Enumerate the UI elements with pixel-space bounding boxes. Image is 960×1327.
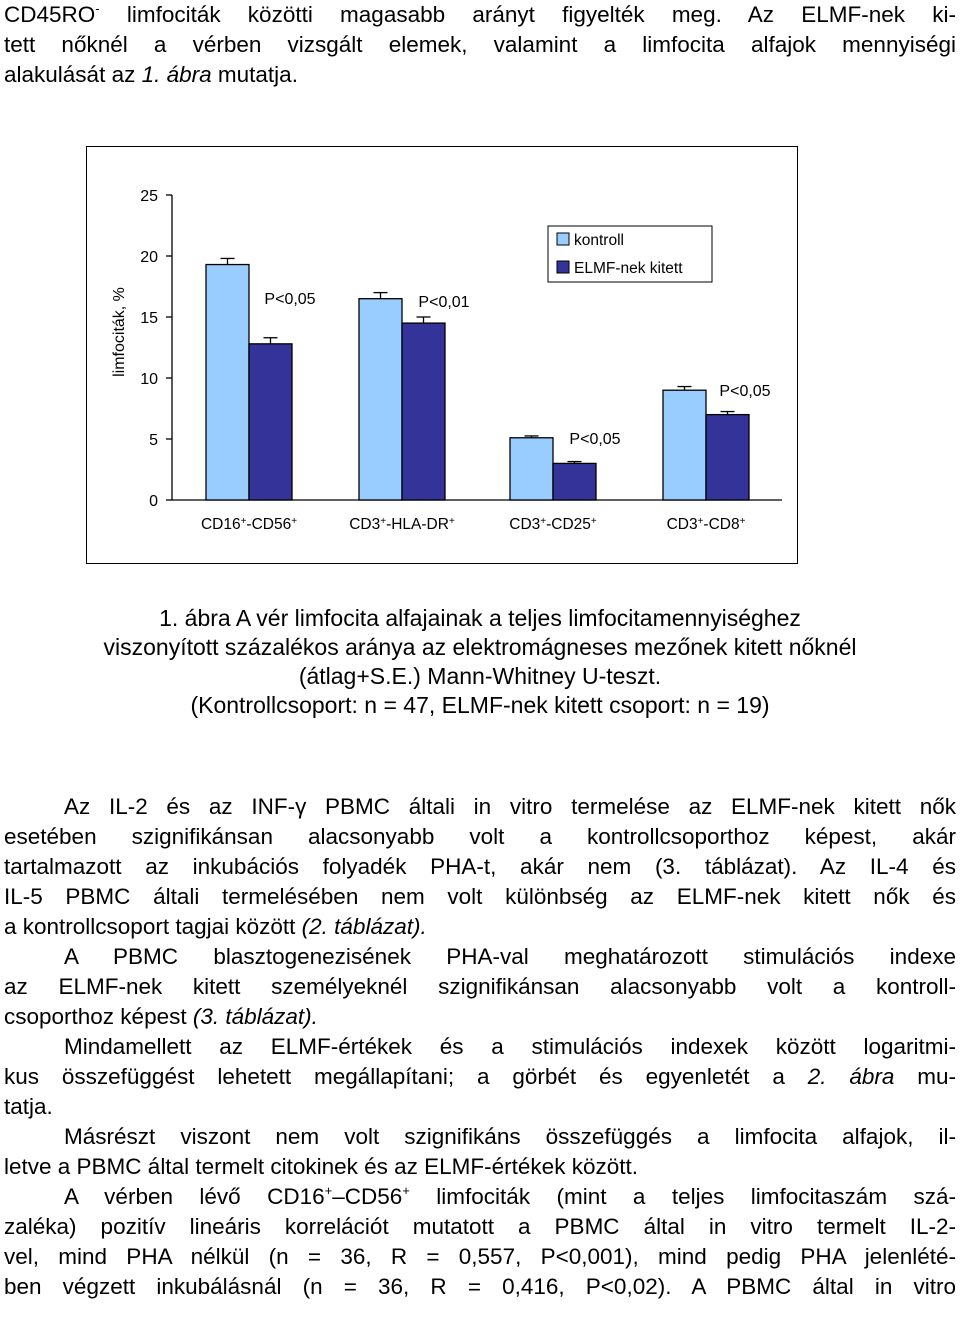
body-line: IL-5 PBMC általi termelésében nem volt különbség az ELMF-nek kitett nők és [4, 884, 956, 909]
body-line: ben végzett inkubálásnál (n = 36, R = 0,416, P<0,02). A PBMC által in vitro [4, 1274, 956, 1299]
category-label: CD16+-CD56+ [200, 515, 298, 533]
bar-elmf [706, 415, 749, 500]
caption-line: (Kontrollcsoport: n = 47, ELMF-nek kitett csoport: n = 19) [190, 692, 770, 718]
intro-text: CD45RO [4, 2, 96, 27]
body-text-span: mu- [894, 1064, 957, 1089]
legend-swatch [557, 233, 569, 245]
y-tick-label: 10 [140, 371, 158, 388]
body-text-span: A vérben lévő CD16 [64, 1184, 325, 1209]
body-line [4, 1182, 956, 1212]
p-value-annotation: P<0,01 [418, 294, 470, 311]
intro-text: alakulását az [4, 62, 142, 87]
bar-kontroll [359, 299, 402, 500]
y-axis-label: limfociták, % [111, 287, 128, 377]
category-label: CD3+-HLA-DR+ [349, 515, 455, 533]
body-text-span: limfociták (mint a teljes limfocitaszám szá- [409, 1184, 956, 1209]
legend-swatch [557, 261, 569, 273]
body-line: A PBMC blasztogenezisének PHA-val meghatározott stimulációs indexe [64, 944, 956, 969]
legend-label: ELMF-nek kitett [574, 260, 683, 277]
body-line [4, 1002, 956, 1032]
caption-line: (átlag+S.E.) Mann-Whitney U-teszt. [298, 663, 662, 689]
bar-chart [0, 0, 960, 580]
intro-text: mutatja. [211, 62, 298, 87]
intro-text: limfociták közötti magasabb arányt figyelték meg. Az ELMF-nek ki- [99, 2, 956, 27]
bar-kontroll [510, 438, 553, 500]
body-line: tatja. [4, 1094, 53, 1119]
figure-reference: 2. ábra [807, 1064, 895, 1089]
superscript: + [324, 1183, 333, 1198]
category-label: CD3+-CD8+ [666, 515, 746, 533]
bar-elmf [249, 344, 292, 500]
y-tick-label: 20 [140, 249, 158, 266]
body-line: Mindamellett az ELMF-értékek és a stimulációs indexek között logaritmi- [64, 1034, 956, 1059]
p-value-annotation: P<0,05 [719, 383, 771, 400]
bar-kontroll [663, 390, 706, 500]
figure-caption [0, 604, 960, 720]
bar-kontroll [206, 265, 249, 500]
body-line: vel, mind PHA nélkül (n = 36, R = 0,557, P<0,001), mind pedig PHA jelenlété- [4, 1244, 956, 1269]
body-text-span: a kontrollcsoport tagjai között [4, 914, 302, 939]
table-reference: (2. táblázat). [301, 914, 427, 939]
bar-elmf [553, 463, 596, 500]
caption-line: viszonyított százalékos aránya az elektromágneses mezőnek kitett nőknél [103, 634, 857, 660]
bar-elmf [402, 323, 445, 500]
table-reference: (3. táblázat). [192, 1004, 318, 1029]
superscript: - [95, 1, 100, 16]
y-tick-label: 15 [140, 310, 158, 327]
caption-line: 1. ábra A vér limfocita alfajainak a teljes limfocitamennyiséghez [159, 605, 801, 631]
y-tick-label: 5 [149, 432, 158, 449]
body-line: letve a PBMC által termelt citokinek és az ELMF-értékek között. [4, 1154, 638, 1179]
body-line: Az IL-2 és az INF-γ PBMC általi in vitro termelése az ELMF-nek kitett nők [64, 794, 956, 819]
p-value-annotation: P<0,05 [264, 291, 316, 308]
body-line: tartalmazott az inkubációs folyadék PHA-t, akár nem (3. táblázat). Az IL-4 és [4, 854, 956, 879]
body-text-span: csoporthoz képest [4, 1004, 193, 1029]
body-line: zaléka) pozitív lineáris korrelációt mutatott a PBMC által in vitro termelt IL-2- [4, 1214, 956, 1239]
y-tick-label: 0 [149, 493, 158, 510]
body-line: esetében szignifikánsan alacsonyabb volt a kontrollcsoporthoz képest, akár [4, 824, 956, 849]
legend-label: kontroll [574, 232, 624, 249]
p-value-annotation: P<0,05 [569, 431, 621, 448]
body-line: Másrészt viszont nem volt szignifikáns összefüggés a limfocita alfajok, il- [64, 1124, 956, 1149]
intro-line: tett nőknél a vérben vizsgált elemek, valamint a limfocita alfajok mennyiségi [4, 32, 956, 57]
body-line [4, 912, 956, 942]
body-text [4, 792, 956, 1302]
body-line [4, 1062, 956, 1092]
superscript: + [402, 1183, 410, 1198]
body-text-span: kus összefüggést lehetett megállapítani; a görbét és egyenletét a [4, 1064, 808, 1089]
figure-reference: 1. ábra [141, 62, 212, 87]
body-text-span: –CD56 [332, 1184, 403, 1209]
y-tick-label: 25 [140, 188, 158, 205]
category-label: CD3+-CD25+ [509, 515, 597, 533]
body-line: az ELMF-nek kitett személyeknél szignifikánsan alacsonyabb volt a kontroll- [4, 974, 956, 999]
